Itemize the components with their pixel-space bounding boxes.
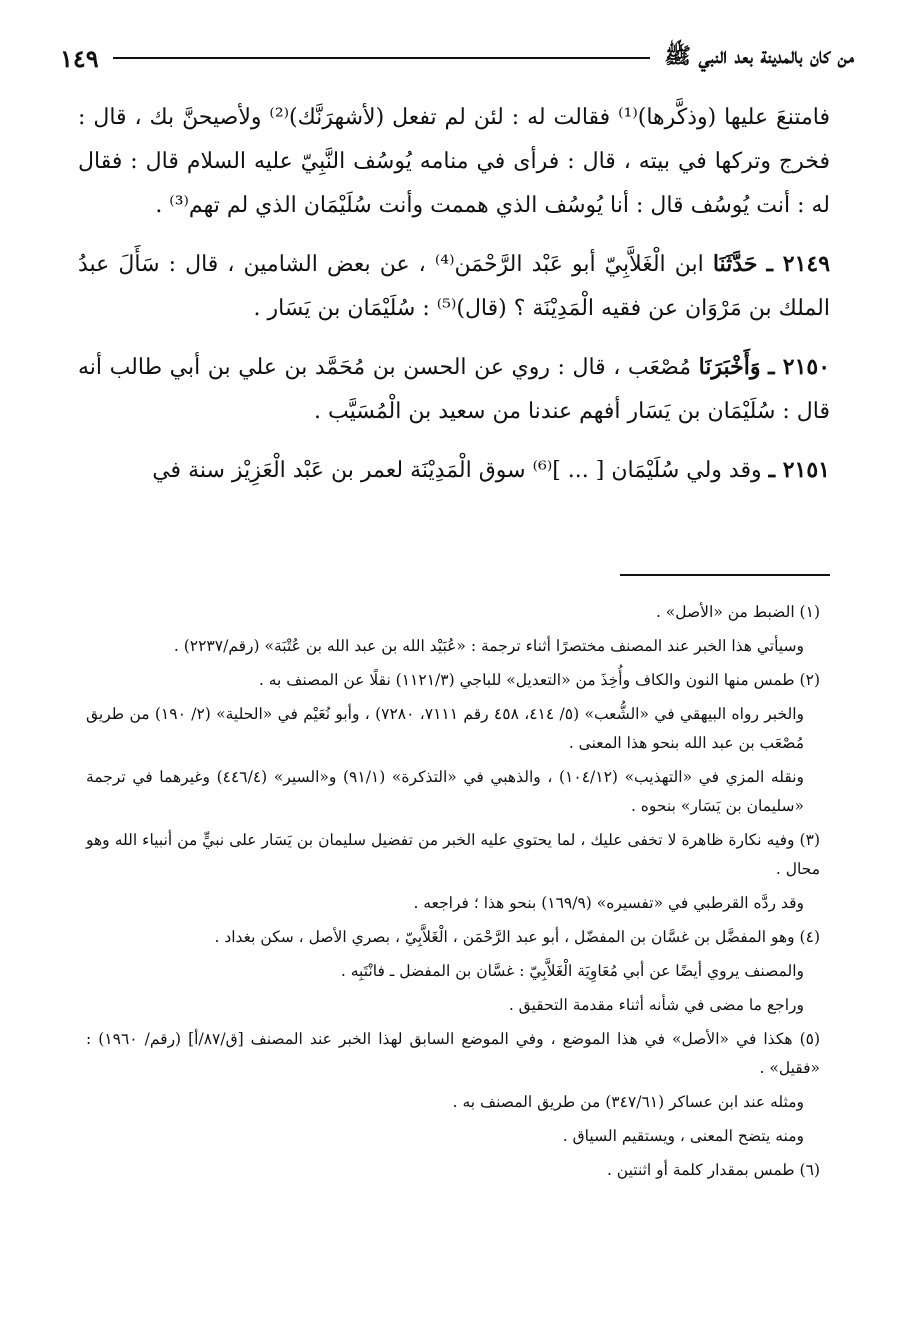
main-text [78,96,830,507]
hadith-number: ٢١٤٩ ـ [766,251,831,277]
header-title: من كان بالمدينة بعد النبي ﷺ [664,43,854,69]
footnote: والخبر رواه البيهقي في «الشُّعب» (٥/ ٤١٤، ٤٥٨ رقم ٧١١١، ٧٢٨٠) ، وأبو نُعَيْم في «الحلية» (٢/ ١٩٠) من طريق مُصْعَب بن عبد الله بنحو هذا المعنى . [86,705,805,752]
narration-formula: حَدَّثَنَا [712,251,758,277]
footnote: وسيأتي هذا الخبر عند المصنف مختصرًا أثناء ترجمة : «عُبَيْد الله بن عبد الله بن عُتْبَة» (رقم/٢٢٣٧) . [173,637,804,655]
paragraph-text: ابن الْغَلاَّبِيّ أبو عَبْد الرَّحْمَن⁽⁴⁾ ، عن بعض الشامين ، قال : سَأَلَ عبدُ الملك بن مَرْوَان عن فقيه الْمَدِيْنَة ؟ (قال)⁽⁵⁾ : سُلَيْمَان بن يَسَار . [78,252,830,321]
footnote: (٣) وفيه نكارة ظاهرة لا تخفى عليك ، لما يحتوي عليه الخبر من تفضيل سليمان بن يَسَار على نبيٍّ من أنبياء الله وهو محال . [86,831,820,878]
footnote: ومنه يتضح المعنى ، ويستقيم السياق . [562,1127,804,1145]
footnote: (١) الضبط من «الأصل» . [655,603,820,621]
footnote: وراجع ما مضى في شأنه أثناء مقدمة التحقيق . [508,996,804,1014]
footnote: والمصنف يروي أيضًا عن أبي مُعَاوِيَة الْغَلاَّبِيّ : غسَّان بن المفضل ـ فانْتَبِه . [340,962,804,980]
footnote: وقد ردَّه القرطبي في «تفسيره» (١٦٩/٩) بنحو هذا ؛ فراجعه . [413,894,804,912]
running-header [60,38,854,78]
footnote: ومثله عند ابن عساكر (٣٤٧/٦١) من طريق المصنف به . [452,1093,804,1111]
footnote: (٢) طمس منها النون والكاف وأُخِذَ من «التعديل» للباجي (١١٢١/٣) نقلًا عن المصنف به . [258,671,820,689]
narration-formula: وَأَخْبَرَنَا [698,354,761,380]
footnote: (٦) طمس بمقدار كلمة أو اثنتين . [606,1161,820,1179]
paragraph-2150 [78,345,830,434]
paragraph-text: وقد ولي سُلَيْمَان [ ... ]⁽⁶⁾ سوق الْمَدِيْنَة لعمر بن عَبْد الْعَزِيْز سنة في [152,458,762,483]
paragraph-2151 [78,448,830,493]
footnotes [86,598,820,1190]
paragraph-1: فامتنعَ عليها (وذكَّرها)⁽¹⁾ فقالت له : لئن لم تفعل (لأشهرَنَّك)⁽²⁾ ولأصيحنَّ بك ، قال : فخرج وتركها في بيته ، قال : فرأى في منامه يُوسُف النَّبِيّ عليه السلام قال : فقال له : أنت يُوسُف قال : أنا يُوسُف الذي هممت وأنت سُلَيْمَان الذي لم تهم⁽³⁾ . [78,105,830,218]
footnote-separator [620,574,830,576]
page-number: ١٤٩ [60,43,99,73]
footnote: ونقله المزي في «التهذيب» (١٠٤/١٢) ، والذهبي في «التذكرة» (٩١/١) و«السير» (٤٤٦/٤) وغيرهما في ترجمة «سليمان بن يَسَار» بنحوه . [86,768,804,815]
footnote: (٤) وهو المفضَّل بن غسَّان بن المفضّل ، أبو عبد الرَّحْمَن ، الْغَلاَّبِيّ ، بصري الأصل ، سكن بغداد . [214,928,820,946]
footnote: (٥) هكذا في «الأصل» في هذا الموضع ، وفي الموضع السابق لهذا الخبر عند المصنف [ق/٨٧/أ] (رقم/ ١٩٦٠) : «فقيل» . [86,1030,821,1077]
hadith-number: ٢١٥٠ ـ [768,354,831,380]
paragraph-text: مُصْعَب ، قال : روي عن الحسن بن مُحَمَّد بن علي بن أبي طالب أنه قال : سُلَيْمَان بن يَسَار أفهم عندنا من سعيد بن الْمُسَيَّب . [78,355,830,424]
hadith-number: ٢١٥١ ـ [768,457,830,483]
header-rule [113,57,651,59]
paragraph-2149 [78,242,830,331]
